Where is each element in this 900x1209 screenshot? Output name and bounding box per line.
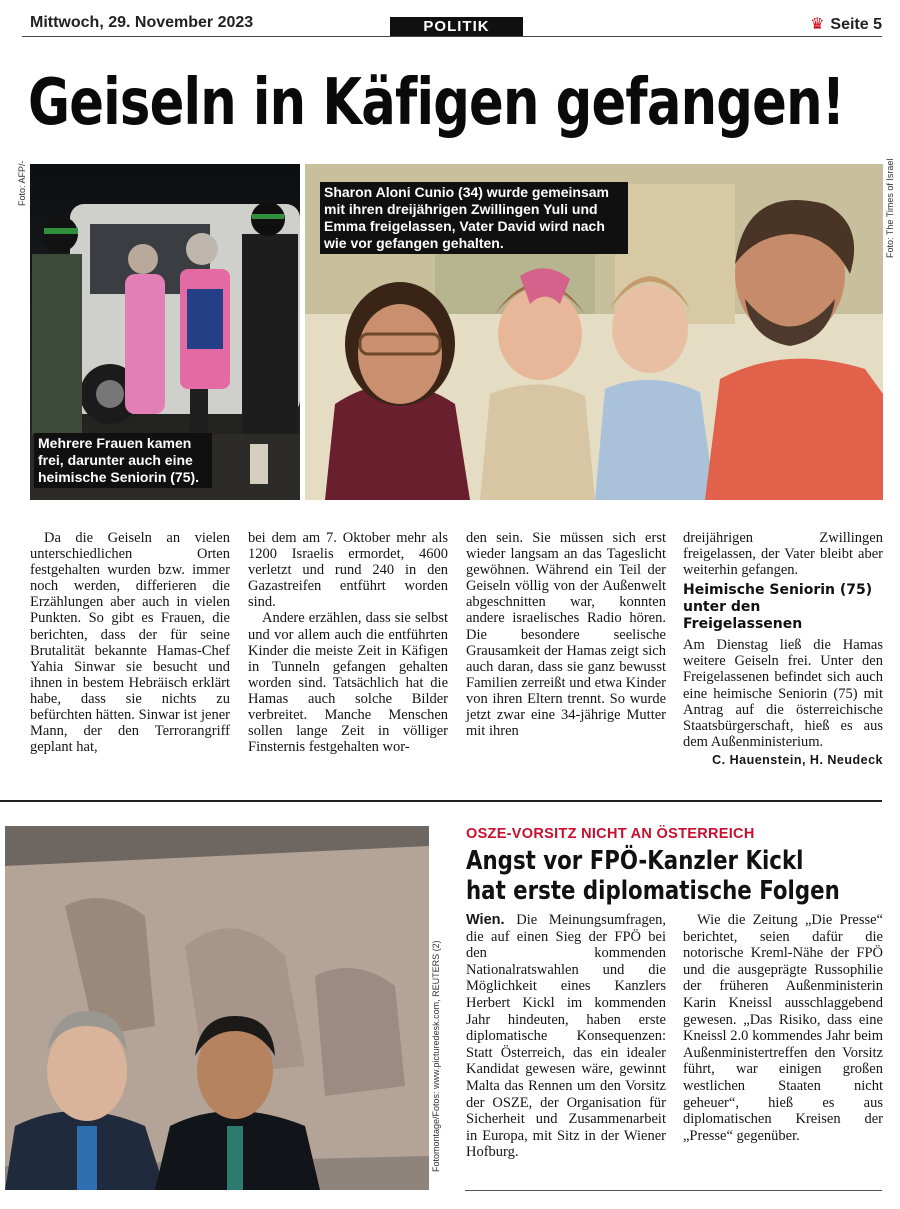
article2-headline-line1: Angst vor FPÖ-Kanzler Kickl [466,846,804,876]
bottom-rule [465,1190,882,1191]
photo-montage-illustration [5,826,429,1190]
photo-caption-right: Sharon Aloni Cunio (34) wurde gemeinsam mit ihren dreijährigen Zwillingen Yuli und Emma freigelassen, Vater David wird nach wie vor gefangen gehalten. [320,182,628,254]
article-column-3 [466,530,666,739]
article-byline: C. Hauenstein, H. Neudeck [712,752,883,767]
photo-caption-left: Mehrere Frauen kamen frei, darunter auch eine heimische Seniorin (75). [34,433,212,488]
article-paragraph: Da die Geiseln an vielen unterschiedlichen Orten festgehalten wurden bzw. immer noch werden, differieren die Erzählungen aber auch in vielen Punkten. So gibt es Frauen, die berichten, dass der für seine Brutalität bekannte Hamas-Chef Yahia Sinwar sie besucht und ihnen in bestem Hebräisch erklärt habe, dass sie nichts zu befürchten hätten. Sinwar ist jener Mann, der den Terrorangriff geplant hat, [30,530,230,756]
article2-kicker: OSZE-VORSITZ NICHT AN ÖSTERREICH [466,826,755,842]
page-number [810,14,882,34]
main-headline: Geiseln in Käfigen gefangen! [28,66,845,140]
article2-text: Die Meinungsumfragen, die auf einen Sieg der FPÖ bei den kommenden Nationalratswahlen und die Möglichkeit eines Kanzlers Herbert Kickl im kommenden Jahr hindeuten, haben erste diplomatische Konsequenzen: Statt Österreich, das ein idealer Kandidat gewesen wäre, gewinnt Malta das Rennen um den Vorsitz der OSZE, der Organisation für Sicherheit und Zusammenarbeit in Europa, mit Sitz in der Wiener Hofburg. [466,912,667,1161]
article-column-1 [30,530,230,755]
article2-column-2 [683,912,883,1144]
article2-headline-line2: hat erste diplomatische Folgen [466,876,840,906]
crown-icon: ♛ [810,16,825,33]
article-paragraph: Am Dienstag ließ die Hamas weitere Geiseln frei. Unter den Freigelassenen befindet sich auch eine heimische Seniorin (75) mit Antrag auf die österreichische Staatsbürgerschaft, hieß es aus dem Außenministerium. [683,637,883,750]
article-divider [0,800,882,802]
article2-column-1 [466,912,666,1161]
photo-credit-right: Foto: The Times of Israel [885,158,895,258]
article-subheading: Heimische Seniorin (75) unter den Freigelassenen [683,582,873,633]
article2-dateline: Wien. [466,912,505,928]
photo-family [305,164,883,500]
article2-paragraph [466,912,666,1161]
article-paragraph: dreijährigen Zwillingen freigelassen, der Vater bleibt aber weiterhin gefangen. [683,530,883,579]
photo-montage-frieze [5,826,429,1190]
article-paragraph: bei dem am 7. Oktober mehr als 1200 Israelis ermordet, 4600 verletzt und rund 240 in den Gazastreifen entführt worden sind. [248,530,448,611]
page-number-label: Seite 5 [830,16,882,33]
article-paragraph: den sein. Sie müssen sich erst wieder langsam an das Tageslicht gewöhnen. Während ein Teil der Geiseln völlig von der Außenwelt abgeschnitten war, konnten andere israelisches Radio hören. Die besondere seelische Grausamkeit der Hamas zeigt sich auch daran, dass sie ganz bewusst Familien zerreißt und etwa Kinder von ihren Eltern trennt. So wurde jetzt zwar eine 34-jährige Mutter mit ihren [466,530,666,740]
header-rule [22,36,882,37]
photo-credit-left: Foto: AFP/- [17,160,27,206]
photo-credit-bottom: Fotomontage/Fotos: www.picturedesk.com, REUTERS (2) [431,940,441,1172]
photo-hostages-released [30,164,300,500]
article-paragraph: Andere erzählen, dass sie selbst und vor allem auch die entführten Kinder die meiste Zeit in Käfigen in Tunneln gefangen gehalten worden sind. Tatsächlich hat die Hamas auch solche Bilder verbreitet. Manche Menschen sollen lange Zeit in völliger Finsternis festgehalten wor- [248,610,448,756]
article2-headline [466,846,840,906]
article2-paragraph: Wie die Zeitung „Die Presse“ berichtet, seien dafür die notorische Kreml-Nähe der FPÖ und die ausgeprägte Russophilie der früheren Außenministerin Karin Kneissl ausschlaggebend gewesen. „Das Risiko, dass eine Kneissl 2.0 kommendes Jahr beim Außenministertreffen den Vorsitz führt, war einigen großen westlichen Staaten nicht geheuer“, hieß es aus diplomatischen Kreisen der „Presse“ gegenüber. [683,912,883,1144]
section-label: POLITIK [390,17,523,37]
issue-date: Mittwoch, 29. November 2023 [30,14,254,31]
article-column-4 [683,530,883,768]
article-column-2 [248,530,448,755]
